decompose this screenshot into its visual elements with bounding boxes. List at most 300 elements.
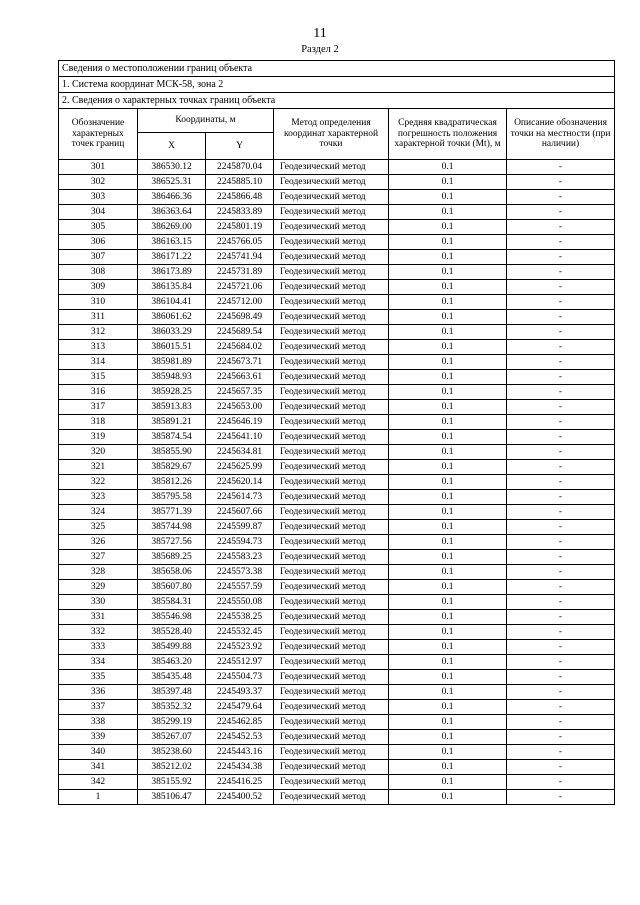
cell-point-id: 318 xyxy=(59,415,138,430)
table-row xyxy=(59,505,615,520)
cell-x: 386466.36 xyxy=(138,190,206,205)
cell-accuracy: 0.1 xyxy=(389,670,507,685)
cell-x: 385812.26 xyxy=(138,475,206,490)
cell-point-id: 317 xyxy=(59,400,138,415)
cell-description: - xyxy=(507,550,615,565)
cell-method: Геодезический метод xyxy=(274,220,389,235)
boundary-points-table xyxy=(58,60,615,805)
table-row xyxy=(59,445,615,460)
cell-x: 385463.20 xyxy=(138,655,206,670)
table-row xyxy=(59,745,615,760)
table-row xyxy=(59,415,615,430)
cell-point-id: 326 xyxy=(59,535,138,550)
cell-accuracy: 0.1 xyxy=(389,385,507,400)
cell-method: Геодезический метод xyxy=(274,775,389,790)
cell-y: 2245462.85 xyxy=(206,715,274,730)
cell-point-id: 302 xyxy=(59,175,138,190)
cell-y: 2245504.73 xyxy=(206,670,274,685)
cell-x: 385546.98 xyxy=(138,610,206,625)
cell-description: - xyxy=(507,745,615,760)
cell-accuracy: 0.1 xyxy=(389,535,507,550)
cell-point-id: 322 xyxy=(59,475,138,490)
cell-method: Геодезический метод xyxy=(274,445,389,460)
table-row xyxy=(59,760,615,775)
table-row xyxy=(59,370,615,385)
table-row xyxy=(59,400,615,415)
cell-description: - xyxy=(507,220,615,235)
page-number: 11 xyxy=(313,26,327,41)
cell-x: 385727.56 xyxy=(138,535,206,550)
cell-description: - xyxy=(507,175,615,190)
cell-accuracy: 0.1 xyxy=(389,700,507,715)
cell-x: 385795.58 xyxy=(138,490,206,505)
table-row xyxy=(59,700,615,715)
cell-method: Геодезический метод xyxy=(274,265,389,280)
cell-y: 2245833.89 xyxy=(206,205,274,220)
cell-point-id: 338 xyxy=(59,715,138,730)
cell-point-id: 305 xyxy=(59,220,138,235)
cell-description: - xyxy=(507,790,615,805)
cell-method: Геодезический метод xyxy=(274,460,389,475)
cell-accuracy: 0.1 xyxy=(389,475,507,490)
cell-method: Геодезический метод xyxy=(274,550,389,565)
cell-x: 386135.84 xyxy=(138,280,206,295)
cell-x: 385891.21 xyxy=(138,415,206,430)
table-row xyxy=(59,610,615,625)
cell-method: Геодезический метод xyxy=(274,475,389,490)
header-accuracy: Средняя квадратическая погрешность положения характерной точки (Mt), м xyxy=(389,109,507,160)
table-row xyxy=(59,550,615,565)
cell-accuracy: 0.1 xyxy=(389,775,507,790)
cell-description: - xyxy=(507,655,615,670)
cell-method: Геодезический метод xyxy=(274,235,389,250)
cell-method: Геодезический метод xyxy=(274,295,389,310)
cell-y: 2245766.05 xyxy=(206,235,274,250)
cell-description: - xyxy=(507,685,615,700)
cell-point-id: 316 xyxy=(59,385,138,400)
cell-x: 385299.19 xyxy=(138,715,206,730)
cell-point-id: 325 xyxy=(59,520,138,535)
cell-accuracy: 0.1 xyxy=(389,175,507,190)
cell-method: Геодезический метод xyxy=(274,640,389,655)
cell-description: - xyxy=(507,415,615,430)
cell-description: - xyxy=(507,205,615,220)
cell-y: 2245512.97 xyxy=(206,655,274,670)
cell-y: 2245416.25 xyxy=(206,775,274,790)
header-x: X xyxy=(138,133,206,160)
cell-x: 385829.67 xyxy=(138,460,206,475)
cell-point-id: 320 xyxy=(59,445,138,460)
cell-y: 2245493.37 xyxy=(206,685,274,700)
cell-point-id: 337 xyxy=(59,700,138,715)
header-description: Описание обозначения точки на местности (при наличии) xyxy=(507,109,615,160)
cell-description: - xyxy=(507,520,615,535)
cell-y: 2245741.94 xyxy=(206,250,274,265)
cell-x: 385607.80 xyxy=(138,580,206,595)
cell-x: 385267.07 xyxy=(138,730,206,745)
cell-y: 2245663.61 xyxy=(206,370,274,385)
cell-accuracy: 0.1 xyxy=(389,160,507,175)
table-row xyxy=(59,730,615,745)
table-row xyxy=(59,715,615,730)
cell-point-id: 341 xyxy=(59,760,138,775)
cell-description: - xyxy=(507,535,615,550)
cell-point-id: 334 xyxy=(59,655,138,670)
cell-y: 2245550.08 xyxy=(206,595,274,610)
cell-point-id: 332 xyxy=(59,625,138,640)
cell-method: Геодезический метод xyxy=(274,595,389,610)
cell-method: Геодезический метод xyxy=(274,685,389,700)
cell-y: 2245538.25 xyxy=(206,610,274,625)
table-row xyxy=(59,235,615,250)
cell-description: - xyxy=(507,295,615,310)
cell-y: 2245641.10 xyxy=(206,430,274,445)
cell-x: 386104.41 xyxy=(138,295,206,310)
cell-accuracy: 0.1 xyxy=(389,430,507,445)
coordinate-system: 1. Система координат МСК-58, зона 2 xyxy=(59,77,615,93)
table-row xyxy=(59,685,615,700)
cell-method: Геодезический метод xyxy=(274,505,389,520)
cell-accuracy: 0.1 xyxy=(389,220,507,235)
cell-method: Геодезический метод xyxy=(274,175,389,190)
table-row xyxy=(59,160,615,175)
cell-y: 2245646.19 xyxy=(206,415,274,430)
header-method: Метод определения координат характерной точки xyxy=(274,109,389,160)
cell-x: 385528.40 xyxy=(138,625,206,640)
cell-x: 386061.62 xyxy=(138,310,206,325)
cell-point-id: 304 xyxy=(59,205,138,220)
cell-point-id: 308 xyxy=(59,265,138,280)
table-row xyxy=(59,535,615,550)
cell-point-id: 324 xyxy=(59,505,138,520)
table-row xyxy=(59,595,615,610)
cell-accuracy: 0.1 xyxy=(389,490,507,505)
cell-method: Геодезический метод xyxy=(274,520,389,535)
cell-y: 2245731.89 xyxy=(206,265,274,280)
cell-y: 2245434.38 xyxy=(206,760,274,775)
cell-accuracy: 0.1 xyxy=(389,340,507,355)
cell-point-id: 331 xyxy=(59,610,138,625)
cell-point-id: 314 xyxy=(59,355,138,370)
cell-y: 2245870.04 xyxy=(206,160,274,175)
cell-accuracy: 0.1 xyxy=(389,640,507,655)
cell-x: 386525.31 xyxy=(138,175,206,190)
points-heading: 2. Сведения о характерных точках границ объекта xyxy=(59,93,615,109)
cell-y: 2245443.16 xyxy=(206,745,274,760)
table-row xyxy=(59,295,615,310)
cell-accuracy: 0.1 xyxy=(389,550,507,565)
cell-method: Геодезический метод xyxy=(274,205,389,220)
cell-description: - xyxy=(507,265,615,280)
cell-description: - xyxy=(507,700,615,715)
cell-method: Геодезический метод xyxy=(274,490,389,505)
cell-method: Геодезический метод xyxy=(274,385,389,400)
cell-x: 385435.48 xyxy=(138,670,206,685)
cell-y: 2245712.00 xyxy=(206,295,274,310)
cell-accuracy: 0.1 xyxy=(389,355,507,370)
table-row xyxy=(59,325,615,340)
cell-point-id: 329 xyxy=(59,580,138,595)
cell-description: - xyxy=(507,490,615,505)
cell-y: 2245523.92 xyxy=(206,640,274,655)
cell-method: Геодезический метод xyxy=(274,745,389,760)
cell-method: Геодезический метод xyxy=(274,340,389,355)
cell-method: Геодезический метод xyxy=(274,580,389,595)
cell-description: - xyxy=(507,190,615,205)
cell-description: - xyxy=(507,565,615,580)
cell-point-id: 336 xyxy=(59,685,138,700)
cell-accuracy: 0.1 xyxy=(389,415,507,430)
cell-x: 385928.25 xyxy=(138,385,206,400)
table-row xyxy=(59,790,615,805)
cell-point-id: 312 xyxy=(59,325,138,340)
cell-point-id: 335 xyxy=(59,670,138,685)
cell-y: 2245594.73 xyxy=(206,535,274,550)
info-row-points-heading xyxy=(59,93,615,109)
cell-description: - xyxy=(507,445,615,460)
cell-point-id: 321 xyxy=(59,460,138,475)
table-row xyxy=(59,580,615,595)
info-row-title xyxy=(59,61,615,77)
cell-method: Геодезический метод xyxy=(274,370,389,385)
cell-y: 2245583.23 xyxy=(206,550,274,565)
cell-x: 386171.22 xyxy=(138,250,206,265)
cell-description: - xyxy=(507,775,615,790)
cell-x: 385981.89 xyxy=(138,355,206,370)
cell-point-id: 319 xyxy=(59,430,138,445)
table-row xyxy=(59,190,615,205)
cell-x: 385212.02 xyxy=(138,760,206,775)
cell-accuracy: 0.1 xyxy=(389,265,507,280)
cell-accuracy: 0.1 xyxy=(389,625,507,640)
cell-y: 2245689.54 xyxy=(206,325,274,340)
header-coordinates: Координаты, м xyxy=(138,109,274,133)
cell-method: Геодезический метод xyxy=(274,430,389,445)
cell-description: - xyxy=(507,160,615,175)
table-row xyxy=(59,460,615,475)
cell-method: Геодезический метод xyxy=(274,190,389,205)
cell-description: - xyxy=(507,640,615,655)
cell-point-id: 342 xyxy=(59,775,138,790)
table-row xyxy=(59,565,615,580)
cell-description: - xyxy=(507,430,615,445)
table-row xyxy=(59,280,615,295)
cell-point-id: 309 xyxy=(59,280,138,295)
cell-description: - xyxy=(507,385,615,400)
cell-y: 2245400.52 xyxy=(206,790,274,805)
cell-point-id: 307 xyxy=(59,250,138,265)
cell-point-id: 306 xyxy=(59,235,138,250)
cell-method: Геодезический метод xyxy=(274,715,389,730)
cell-method: Геодезический метод xyxy=(274,625,389,640)
cell-point-id: 310 xyxy=(59,295,138,310)
cell-x: 385948.93 xyxy=(138,370,206,385)
cell-method: Геодезический метод xyxy=(274,535,389,550)
cell-description: - xyxy=(507,760,615,775)
cell-y: 2245801.19 xyxy=(206,220,274,235)
cell-y: 2245573.38 xyxy=(206,565,274,580)
cell-x: 386163.15 xyxy=(138,235,206,250)
cell-accuracy: 0.1 xyxy=(389,580,507,595)
cell-y: 2245684.02 xyxy=(206,340,274,355)
cell-y: 2245657.35 xyxy=(206,385,274,400)
table-row xyxy=(59,625,615,640)
cell-description: - xyxy=(507,505,615,520)
cell-y: 2245620.14 xyxy=(206,475,274,490)
table-row xyxy=(59,520,615,535)
cell-x: 385106.47 xyxy=(138,790,206,805)
cell-y: 2245599.87 xyxy=(206,520,274,535)
cell-x: 386173.89 xyxy=(138,265,206,280)
cell-description: - xyxy=(507,280,615,295)
cell-x: 385238.60 xyxy=(138,745,206,760)
cell-x: 385771.39 xyxy=(138,505,206,520)
cell-accuracy: 0.1 xyxy=(389,295,507,310)
cell-x: 385584.31 xyxy=(138,595,206,610)
cell-point-id: 315 xyxy=(59,370,138,385)
cell-description: - xyxy=(507,340,615,355)
cell-point-id: 311 xyxy=(59,310,138,325)
cell-x: 386033.29 xyxy=(138,325,206,340)
table-row xyxy=(59,250,615,265)
cell-accuracy: 0.1 xyxy=(389,400,507,415)
table-row xyxy=(59,205,615,220)
cell-x: 386530.12 xyxy=(138,160,206,175)
cell-point-id: 323 xyxy=(59,490,138,505)
cell-description: - xyxy=(507,460,615,475)
cell-point-id: 330 xyxy=(59,595,138,610)
cell-description: - xyxy=(507,400,615,415)
cell-accuracy: 0.1 xyxy=(389,205,507,220)
table-row xyxy=(59,475,615,490)
cell-method: Геодезический метод xyxy=(274,760,389,775)
cell-y: 2245634.81 xyxy=(206,445,274,460)
cell-method: Геодезический метод xyxy=(274,700,389,715)
cell-accuracy: 0.1 xyxy=(389,190,507,205)
cell-x: 385352.32 xyxy=(138,700,206,715)
cell-y: 2245673.71 xyxy=(206,355,274,370)
cell-method: Геодезический метод xyxy=(274,790,389,805)
cell-y: 2245653.00 xyxy=(206,400,274,415)
cell-description: - xyxy=(507,625,615,640)
cell-y: 2245479.64 xyxy=(206,700,274,715)
table-row xyxy=(59,175,615,190)
cell-method: Геодезический метод xyxy=(274,325,389,340)
cell-y: 2245452.53 xyxy=(206,730,274,745)
cell-point-id: 1 xyxy=(59,790,138,805)
table-row xyxy=(59,385,615,400)
cell-method: Геодезический метод xyxy=(274,310,389,325)
cell-point-id: 327 xyxy=(59,550,138,565)
header-point-id: Обозначение характерных точек границ xyxy=(59,109,138,160)
cell-accuracy: 0.1 xyxy=(389,445,507,460)
cell-x: 385689.25 xyxy=(138,550,206,565)
cell-accuracy: 0.1 xyxy=(389,715,507,730)
cell-accuracy: 0.1 xyxy=(389,520,507,535)
cell-description: - xyxy=(507,580,615,595)
cell-description: - xyxy=(507,715,615,730)
cell-accuracy: 0.1 xyxy=(389,235,507,250)
cell-description: - xyxy=(507,250,615,265)
cell-method: Геодезический метод xyxy=(274,250,389,265)
cell-x: 385913.83 xyxy=(138,400,206,415)
cell-accuracy: 0.1 xyxy=(389,595,507,610)
info-row-coord-system xyxy=(59,77,615,93)
cell-description: - xyxy=(507,730,615,745)
cell-x: 385874.54 xyxy=(138,430,206,445)
cell-y: 2245614.73 xyxy=(206,490,274,505)
cell-accuracy: 0.1 xyxy=(389,250,507,265)
cell-x: 385744.98 xyxy=(138,520,206,535)
cell-accuracy: 0.1 xyxy=(389,610,507,625)
table-row xyxy=(59,340,615,355)
cell-method: Геодезический метод xyxy=(274,160,389,175)
cell-accuracy: 0.1 xyxy=(389,790,507,805)
cell-description: - xyxy=(507,370,615,385)
cell-accuracy: 0.1 xyxy=(389,310,507,325)
cell-method: Геодезический метод xyxy=(274,670,389,685)
cell-accuracy: 0.1 xyxy=(389,505,507,520)
cell-description: - xyxy=(507,355,615,370)
table-row xyxy=(59,655,615,670)
cell-method: Геодезический метод xyxy=(274,415,389,430)
object-boundaries-title: Сведения о местоположении границ объекта xyxy=(59,61,615,77)
cell-accuracy: 0.1 xyxy=(389,760,507,775)
header-row-1 xyxy=(59,109,615,133)
cell-accuracy: 0.1 xyxy=(389,730,507,745)
cell-point-id: 313 xyxy=(59,340,138,355)
cell-point-id: 328 xyxy=(59,565,138,580)
header-y: Y xyxy=(206,133,274,160)
cell-x: 385658.06 xyxy=(138,565,206,580)
cell-x: 385155.92 xyxy=(138,775,206,790)
table-body xyxy=(59,61,615,805)
table-row xyxy=(59,430,615,445)
cell-y: 2245625.99 xyxy=(206,460,274,475)
cell-x: 385499.88 xyxy=(138,640,206,655)
cell-method: Геодезический метод xyxy=(274,355,389,370)
cell-point-id: 301 xyxy=(59,160,138,175)
cell-accuracy: 0.1 xyxy=(389,685,507,700)
cell-description: - xyxy=(507,670,615,685)
cell-accuracy: 0.1 xyxy=(389,325,507,340)
cell-point-id: 340 xyxy=(59,745,138,760)
table-row xyxy=(59,220,615,235)
cell-y: 2245607.66 xyxy=(206,505,274,520)
table-row xyxy=(59,775,615,790)
section-label: Раздел 2 xyxy=(301,44,339,55)
cell-x: 385855.90 xyxy=(138,445,206,460)
cell-description: - xyxy=(507,610,615,625)
cell-y: 2245698.49 xyxy=(206,310,274,325)
cell-x: 385397.48 xyxy=(138,685,206,700)
cell-y: 2245532.45 xyxy=(206,625,274,640)
table-row xyxy=(59,670,615,685)
cell-description: - xyxy=(507,235,615,250)
cell-x: 386015.51 xyxy=(138,340,206,355)
cell-y: 2245866.48 xyxy=(206,190,274,205)
cell-y: 2245557.59 xyxy=(206,580,274,595)
table-row xyxy=(59,265,615,280)
cell-method: Геодезический метод xyxy=(274,655,389,670)
cell-method: Геодезический метод xyxy=(274,400,389,415)
table-row xyxy=(59,640,615,655)
cell-point-id: 333 xyxy=(59,640,138,655)
cell-description: - xyxy=(507,310,615,325)
cell-method: Геодезический метод xyxy=(274,730,389,745)
cell-point-id: 303 xyxy=(59,190,138,205)
cell-accuracy: 0.1 xyxy=(389,370,507,385)
